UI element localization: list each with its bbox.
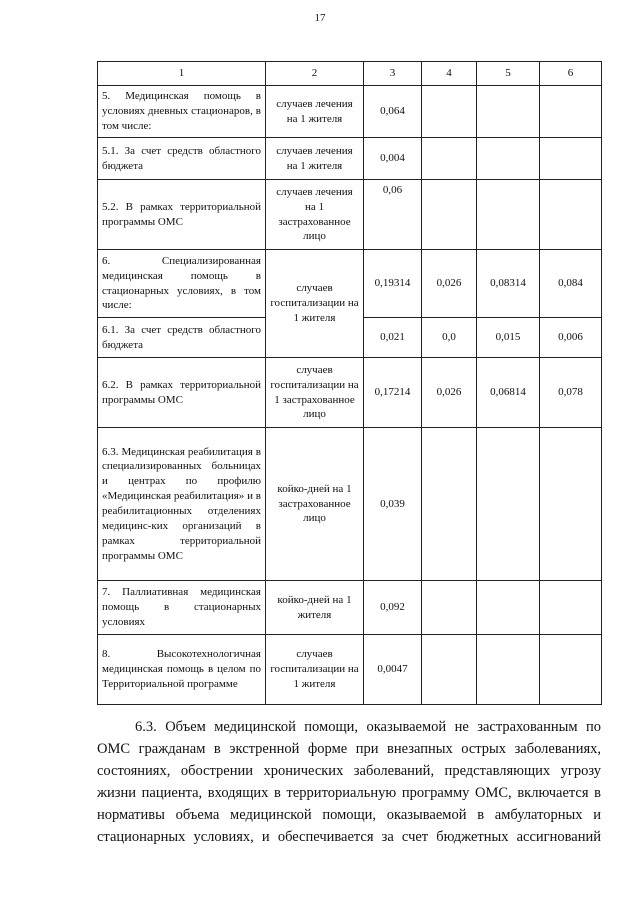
unit-cell: койко-дней на 1 жителя <box>266 581 364 635</box>
table-row <box>98 358 602 428</box>
row-label: 5.2. В рамках территориальной программы ОМС <box>98 180 266 250</box>
value-cell <box>477 428 540 581</box>
value-cell <box>477 581 540 635</box>
value-cell <box>422 86 477 138</box>
value-cell <box>422 428 477 581</box>
unit-cell: случаев лечения на 1 застрахованное лицо <box>266 180 364 250</box>
value-cell <box>540 86 602 138</box>
table-header-row <box>98 62 602 86</box>
value-cell: 0,19314 <box>364 250 422 318</box>
value-cell <box>477 138 540 180</box>
value-cell <box>540 581 602 635</box>
value-cell: 0,026 <box>422 358 477 428</box>
value-cell: 0,084 <box>540 250 602 318</box>
row-label: 7. Паллиативная медицинская помощь в стационарных условиях <box>98 581 266 635</box>
value-cell: 0,06814 <box>477 358 540 428</box>
row-label: 8. Высокотехнологичная медицинская помощь в целом по Территориальной программе <box>98 635 266 705</box>
row-label: 5. Медицинская помощь в условиях дневных стационаров, в том числе: <box>98 86 266 138</box>
header-cell: 5 <box>477 62 540 86</box>
unit-cell: случаев госпитализации на 1 жителя <box>266 250 364 358</box>
value-cell: 0,039 <box>364 428 422 581</box>
value-cell: 0,015 <box>477 318 540 358</box>
table-row <box>98 635 602 705</box>
table-row <box>98 138 602 180</box>
value-cell: 0,004 <box>364 138 422 180</box>
value-cell: 0,092 <box>364 581 422 635</box>
value-cell <box>540 428 602 581</box>
value-cell: 0,0 <box>422 318 477 358</box>
header-cell: 1 <box>98 62 266 86</box>
row-label: 6.1. За счет средств областного бюджета <box>98 318 266 358</box>
value-cell: 0,064 <box>364 86 422 138</box>
value-cell: 0,026 <box>422 250 477 318</box>
header-cell: 3 <box>364 62 422 86</box>
value-cell: 0,078 <box>540 358 602 428</box>
unit-cell: случаев лечения на 1 жителя <box>266 86 364 138</box>
paragraph-text: 6.3. Объем медицинской помощи, оказываемой не застрахованным по ОМС гражданам в экстренной форме при внезапных острых заболеваниях, состояниях, обострении хронических заболеваний, представляющих угрозу жизни пациента, входящих в территориальную программу ОМС, включается в нормативы объема медицинской помощи, оказываемой в амбулаторных и стационарных условиях, и обеспечивается за счет бюджетных ассигнований <box>97 719 601 845</box>
header-cell: 4 <box>422 62 477 86</box>
value-cell: 0,06 <box>364 180 422 250</box>
value-cell: 0,021 <box>364 318 422 358</box>
value-cell: 0,17214 <box>364 358 422 428</box>
medical-care-volume-table <box>97 61 602 705</box>
value-cell <box>540 138 602 180</box>
value-cell <box>477 86 540 138</box>
value-cell <box>422 180 477 250</box>
value-cell <box>477 635 540 705</box>
value-cell <box>422 581 477 635</box>
unit-cell: случаев лечения на 1 жителя <box>266 138 364 180</box>
value-cell <box>422 635 477 705</box>
table-row <box>98 581 602 635</box>
value-cell <box>477 180 540 250</box>
body-paragraph <box>97 716 601 848</box>
table-row <box>98 86 602 138</box>
value-cell <box>540 635 602 705</box>
header-cell: 6 <box>540 62 602 86</box>
table-row <box>98 428 602 581</box>
row-label: 5.1. За счет средств областного бюджета <box>98 138 266 180</box>
value-cell: 0,0047 <box>364 635 422 705</box>
row-label: 6. Специализированная медицинская помощь в стационарных условиях, в том числе: <box>98 250 266 318</box>
value-cell: 0,006 <box>540 318 602 358</box>
table-row <box>98 250 602 318</box>
unit-cell: случаев госпитализации на 1 жителя <box>266 635 364 705</box>
unit-cell: койко-дней на 1 застрахованное лицо <box>266 428 364 581</box>
value-cell: 0,08314 <box>477 250 540 318</box>
row-label: 6.2. В рамках территориальной программы ОМС <box>98 358 266 428</box>
table-row <box>98 180 602 250</box>
value-cell <box>422 138 477 180</box>
header-cell: 2 <box>266 62 364 86</box>
unit-cell: случаев госпитализации на 1 застрахованное лицо <box>266 358 364 428</box>
value-cell <box>540 180 602 250</box>
page-number: 17 <box>314 12 326 24</box>
row-label: 6.3. Медицинская реабилитация в специализированных больницах и центрах по профилю «Медицинская реабилитация» и в реабилитационных отделениях медицинс-ких организаций в рамках территориальной программы ОМС <box>98 428 266 581</box>
